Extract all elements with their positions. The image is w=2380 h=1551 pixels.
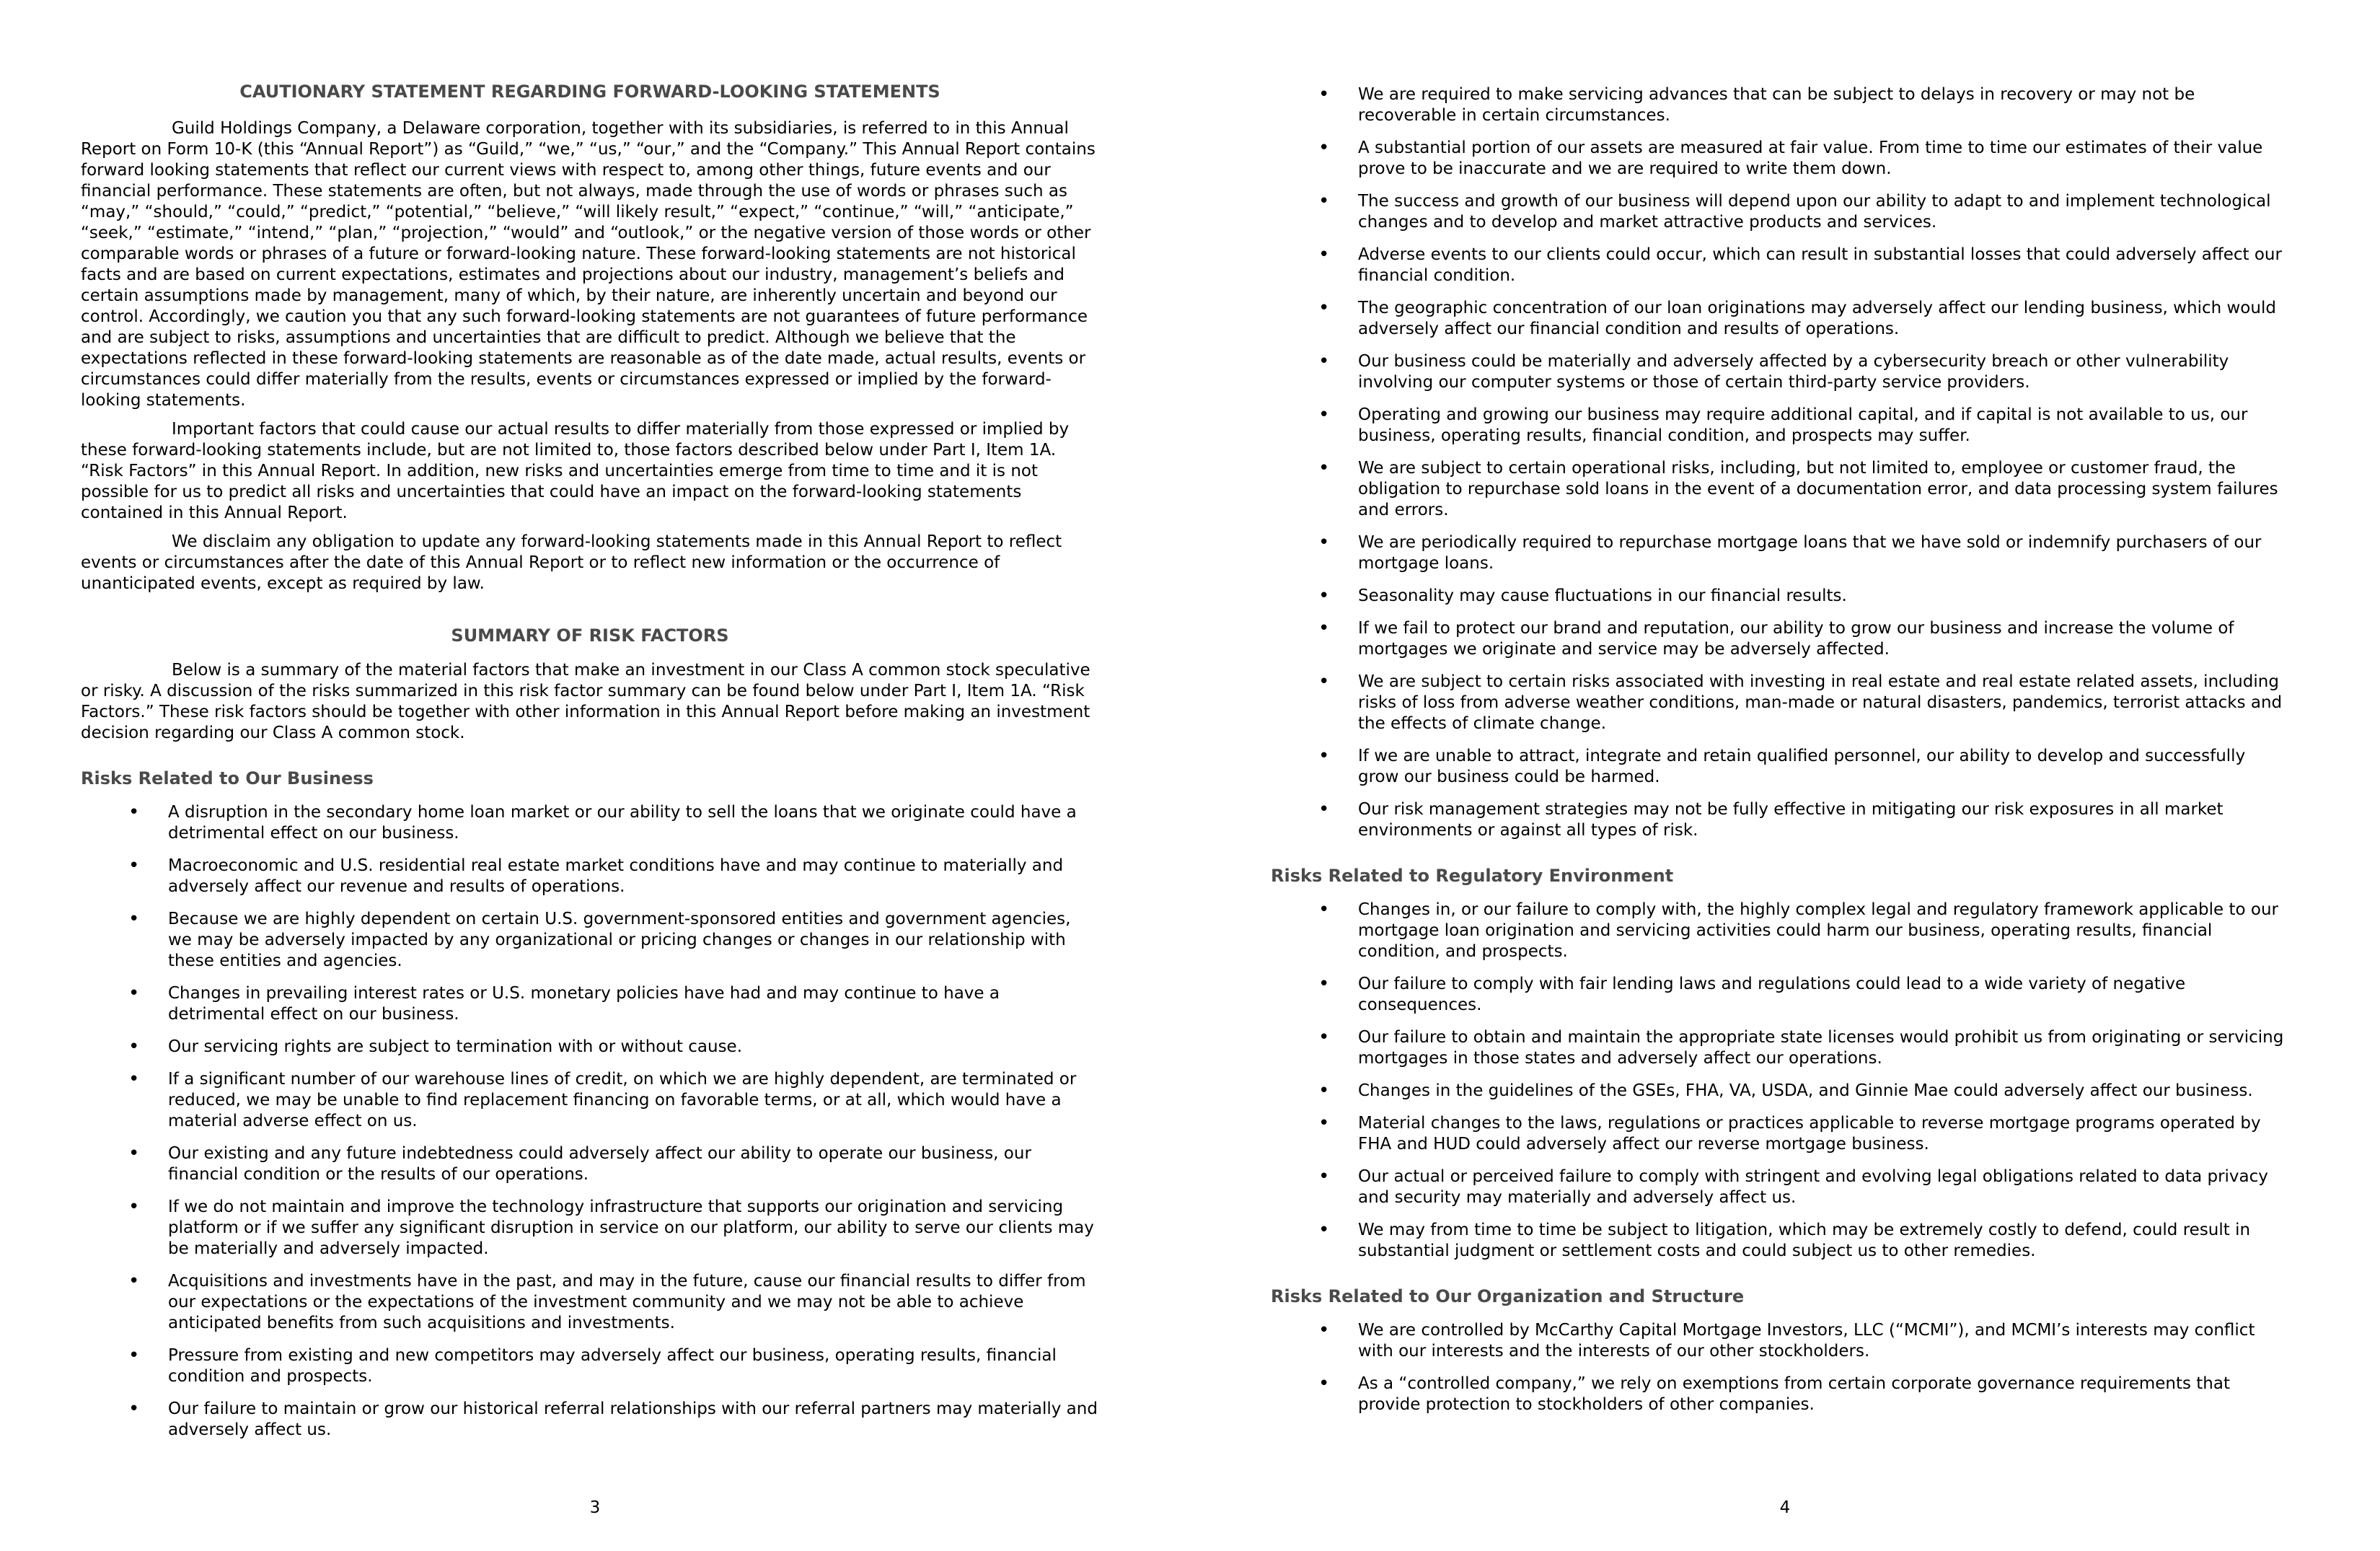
bullet-item: • We are subject to certain risks associated with investing in real estate and real estate related assets, including risks of loss from adverse weather conditions, man-made or natural disasters, pandemics, terrorist attacks and the effects of climate change. bbox=[1271, 672, 2289, 734]
cautionary-paragraph-2: Important factors that could cause our actual results to differ materially from those expressed or implied by these forward-looking statements include, but are not limited to, those factors described below under Part I, Item 1A. “Risk Factors” in this Annual Report. In addition, new risks and uncertainties emerge from time to time and it is not possible for us to predict all risks and uncertainties that could have an impact on the forward-looking statements contained in this Annual Report. bbox=[81, 420, 1070, 522]
bullet-item: • As a “controlled company,” we rely on exemptions from certain corporate governance requirements that provide protection to stockholders of other companies. bbox=[1271, 1374, 2289, 1415]
bullet-item: • The success and growth of our business will depend upon our ability to adapt to and implement technological changes and to develop and market attractive products and services. bbox=[1271, 191, 2289, 233]
bullet-item: • Our risk management strategies may not be fully effective in mitigating our risk exposures in all market environments or against all types of risk. bbox=[1271, 799, 2289, 841]
bullet-item: • Macroeconomic and U.S. residential real estate market conditions have and may continue to materially and adversely affect our revenue and results of operations. bbox=[81, 856, 1099, 897]
bullet-item: • If we are unable to attract, integrate and retain qualified personnel, our ability to develop and successfully grow our business could be harmed. bbox=[1271, 746, 2289, 788]
bullet-item: • Our existing and any future indebtedness could adversely affect our ability to operate our business, our financial condition or the results of our operations. bbox=[81, 1143, 1099, 1185]
risks-business-heading: Risks Related to Our Business bbox=[81, 768, 374, 788]
bullet-item: • Changes in the guidelines of the GSEs, FHA, VA, USDA, and Ginnie Mae could adversely affect our business. bbox=[1271, 1081, 2289, 1102]
summary-of-risk-factors-title: SUMMARY OF RISK FACTORS bbox=[451, 625, 729, 646]
risks-regulatory-list bbox=[1271, 900, 2289, 1262]
bullet-item: • Material changes to the laws, regulations or practices applicable to reverse mortgage programs operated by FHA and HUD could adversely affect our reverse mortgage business. bbox=[1271, 1113, 2289, 1155]
bullet-item: • Our failure to maintain or grow our historical referral relationships with our referral partners may materially and adversely affect us. bbox=[81, 1399, 1099, 1441]
bullet-item: • Because we are highly dependent on certain U.S. government-sponsored entities and government agencies, we may be adversely impacted by any organizational or pricing changes or changes in our relationship with these entities and agencies. bbox=[81, 909, 1099, 972]
bullet-item: • We are required to make servicing advances that can be subject to delays in recovery or may not be recoverable in certain circumstances. bbox=[1271, 84, 2289, 126]
bullet-item: • Our servicing rights are subject to termination with or without cause. bbox=[81, 1037, 1099, 1058]
bullet-item: • If a significant number of our warehouse lines of credit, on which we are highly dependent, are terminated or reduced, we may be unable to find replacement financing on favorable terms, or at all, which would have a material adverse effect on us. bbox=[81, 1069, 1099, 1132]
right-page bbox=[1190, 0, 2380, 1551]
bullet-item: • Our business could be materially and adversely affected by a cybersecurity breach or other vulnerability involving our computer systems or those of certain third-party service providers. bbox=[1271, 351, 2289, 393]
bullet-item: • We are periodically required to repurchase mortgage loans that we have sold or indemnify purchasers of our mortgage loans. bbox=[1271, 532, 2289, 574]
bullet-item: • The geographic concentration of our loan originations may adversely affect our lending business, which would adversely affect our financial condition and results of operations. bbox=[1271, 298, 2289, 340]
bullet-item: • Our failure to obtain and maintain the appropriate state licenses would prohibit us from originating or servicing mortgages in those states and adversely affect our operations. bbox=[1271, 1027, 2289, 1069]
bullet-item: • Our actual or perceived failure to comply with stringent and evolving legal obligations related to data privacy and security may materially and adversely affect us. bbox=[1271, 1166, 2289, 1208]
cautionary-paragraph-1: Guild Holdings Company, a Delaware corporation, together with its subsidiaries, is referred to in this Annual Report on Form 10-K (this “Annual Report”) as “Guild,” “we,” “us,” “our,” and the “Company.” This Annual Report contains forward looking statements that reflect our current views with respect to, among other things, future events and our financial performance. These statements are often, but not always, made through the use of words or phrases such as “may,” “should,” “could,” “predict,” “potential,” “believe,” “will likely result,” “expect,” “continue,” “will,” “anticipate,” “seek,” “estimate,” “intend,” “plan,” “projection,” “would” and “outlook,” or the negative version of those words or other comparable words or phrases of a future or forward-looking nature. These forward-looking statements are not historical facts and are based on current expectations, estimates and projections about our industry, management’s beliefs and certain assumptions made by management, many of which, by their nature, are inherently uncertain and beyond our control. Accordingly, we caution you that any such forward-looking statements are not guarantees of future performance and are subject to risks, assumptions and uncertainties that are difficult to predict. Although we believe that the expectations reflected in these forward-looking statements are reasonable as of the date made, actual results, events or circumstances could differ materially from the results, events or circumstances expressed or implied by the forward-looking statements. bbox=[81, 119, 1096, 410]
left-page-content bbox=[81, 81, 1099, 1452]
bullet-item: • A substantial portion of our assets are measured at fair value. From time to time our estimates of their value prove to be inaccurate and we are required to write them down. bbox=[1271, 138, 2289, 180]
bullet-item: • Seasonality may cause fluctuations in our financial results. bbox=[1271, 586, 2289, 607]
bullet-item: • Changes in, or our failure to comply with, the highly complex legal and regulatory framework applicable to our mortgage loan origination and servicing activities could harm our business, operating results, financial condition, and prospects. bbox=[1271, 900, 2289, 962]
bullet-item: • Our failure to comply with fair lending laws and regulations could lead to a wide variety of negative consequences. bbox=[1271, 974, 2289, 1016]
risks-organization-heading: Risks Related to Our Organization and Structure bbox=[1271, 1286, 1745, 1306]
bullet-item: • We may from time to time be subject to litigation, which may be extremely costly to defend, could result in substantial judgment or settlement costs and could subject us to other remedies. bbox=[1271, 1220, 2289, 1262]
right-page-content bbox=[1271, 84, 2289, 1427]
bullet-item: • We are subject to certain operational risks, including, but not limited to, employee or customer fraud, the obligation to repurchase sold loans in the event of a documentation error, and data processing system failures and errors. bbox=[1271, 458, 2289, 521]
bullet-item: • Pressure from existing and new competitors may adversely affect our business, operating results, financial condition and prospects. bbox=[81, 1345, 1099, 1387]
cautionary-statement-title: CAUTIONARY STATEMENT REGARDING FORWARD-LOOKING STATEMENTS bbox=[239, 82, 940, 102]
bullet-item: • Acquisitions and investments have in the past, and may in the future, cause our financial results to differ from our expectations or the expectations of the investment community and we may not be able to achieve anticipated benefits from such acquisitions and investments. bbox=[81, 1271, 1099, 1334]
page-number-right: 4 bbox=[1779, 1498, 1791, 1517]
bullet-item: • Operating and growing our business may require additional capital, and if capital is not available to us, our business, operating results, financial condition, and prospects may suffer. bbox=[1271, 405, 2289, 447]
bullet-item: • If we do not maintain and improve the technology infrastructure that supports our origination and servicing platform or if we suffer any significant disruption in service on our platform, our ability to serve our clients may be materially and adversely impacted. bbox=[81, 1197, 1099, 1260]
risks-business-list-continued bbox=[1271, 84, 2289, 841]
risks-organization-list bbox=[1271, 1320, 2289, 1415]
summary-intro-paragraph: Below is a summary of the material factors that make an investment in our Class A common stock speculative or risky. A discussion of the risks summarized in this risk factor summary can be found below under Part I, Item 1A. “Risk Factors.” These risk factors should be together with other information in this Annual Report before making an investment decision regarding our Class A common stock. bbox=[81, 661, 1090, 742]
bullet-item: • We are controlled by McCarthy Capital Mortgage Investors, LLC (“MCMI”), and MCMI’s interests may conflict with our interests and the interests of our other stockholders. bbox=[1271, 1320, 2289, 1362]
bullet-item: • A disruption in the secondary home loan market or our ability to sell the loans that we originate could have a detrimental effect on our business. bbox=[81, 802, 1099, 844]
bullet-item: • If we fail to protect our brand and reputation, our ability to grow our business and increase the volume of mortgages we originate and service may be adversely affected. bbox=[1271, 618, 2289, 660]
risks-business-list bbox=[81, 802, 1099, 1441]
page-number-left: 3 bbox=[589, 1498, 601, 1517]
bullet-item: • Adverse events to our clients could occur, which can result in substantial losses that could adversely affect our financial condition. bbox=[1271, 245, 2289, 286]
risks-regulatory-heading: Risks Related to Regulatory Environment bbox=[1271, 866, 1674, 886]
bullet-item: • Changes in prevailing interest rates or U.S. monetary policies have had and may continue to have a detrimental effect on our business. bbox=[81, 983, 1099, 1025]
cautionary-paragraph-3: We disclaim any obligation to update any forward-looking statements made in this Annual Report to reflect events or circumstances after the date of this Annual Report or to reflect new information or the occurrence of unanticipated events, except as required by law. bbox=[81, 532, 1062, 593]
